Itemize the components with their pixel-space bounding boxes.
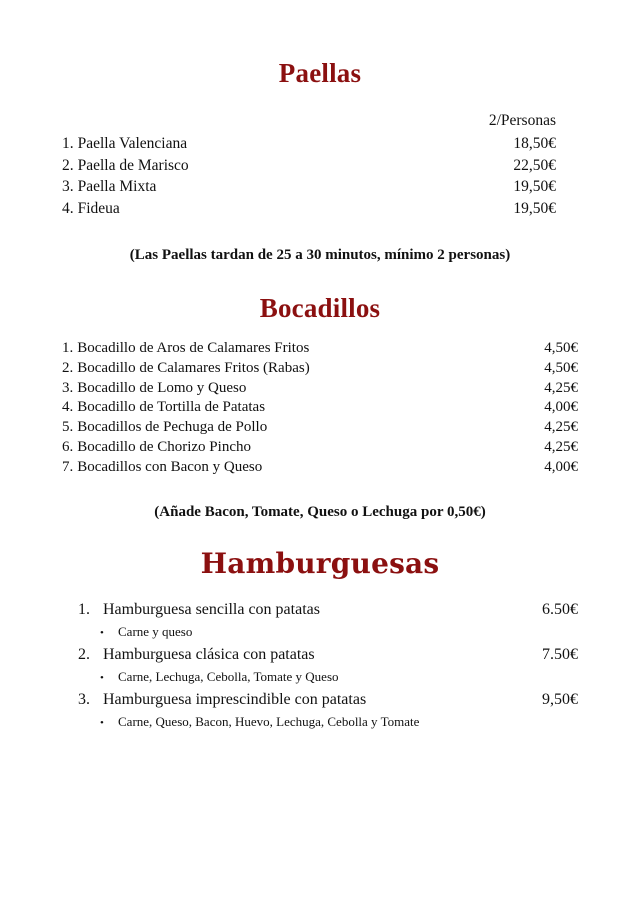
hamburguesas-section [0, 580, 640, 733]
burger-main-row [78, 643, 578, 667]
item-label: Paella de Marisco [77, 156, 189, 174]
paellas-price-column-header: 2/Personas [488, 112, 556, 129]
item-number: 5. [62, 419, 74, 436]
item-price: 4,50€ [544, 340, 578, 356]
item-label: Bocadillo de Lomo y Queso [77, 379, 247, 396]
item-number: 3. [62, 379, 74, 396]
item-price: 19,50€ [513, 178, 556, 195]
item-ingredients: Carne, Queso, Bacon, Huevo, Lechuga, Cebolla y Tomate [118, 713, 420, 729]
list-item [62, 339, 578, 359]
list-item [78, 598, 578, 643]
list-item [62, 458, 578, 478]
burger-main-row [78, 688, 578, 712]
paellas-section [0, 88, 640, 219]
burger-main-row [78, 598, 578, 622]
item-label: Bocadillos de Pechuga de Pollo [77, 419, 268, 436]
item-label: Paella Valenciana [77, 135, 188, 152]
bullet-icon: • [100, 716, 104, 729]
item-price: 4,25€ [544, 438, 578, 455]
paellas-note: (Las Paellas tardan de 25 a 30 minutos, mínimo 2 personas) [129, 247, 511, 263]
item-number: 1. [62, 135, 74, 152]
item-number: 1. [78, 600, 90, 618]
item-price: 4,50€ [544, 359, 578, 376]
item-price: 4,25€ [544, 419, 578, 436]
list-item [62, 379, 578, 399]
list-item [62, 418, 578, 438]
item-price: 9,50€ [542, 690, 578, 708]
burger-ingredients-row [78, 667, 578, 688]
list-item [62, 155, 556, 177]
list-item [62, 198, 556, 220]
bullet-icon: • [100, 671, 104, 684]
item-label: Bocadillos con Bacon y Queso [77, 458, 263, 475]
item-number: 2. [62, 156, 74, 174]
item-label: Hamburguesa clásica con patatas [103, 645, 315, 663]
item-label: Bocadillo de Aros de Calamares Fritos [77, 340, 310, 356]
burger-ingredients-row [78, 712, 578, 733]
item-number: 2. [62, 359, 74, 376]
item-number: 1. [62, 340, 74, 356]
section-heading-bocadillos: Bocadillos [259, 293, 381, 323]
item-price: 18,50€ [513, 135, 556, 152]
bullet-icon: • [100, 626, 104, 639]
item-price: 4,00€ [544, 399, 578, 416]
item-label: Hamburguesa imprescindible con patatas [103, 690, 367, 708]
item-label: Bocadillo de Chorizo Pincho [77, 438, 251, 455]
burger-ingredients-row [78, 622, 578, 643]
bocadillos-list [62, 339, 578, 478]
list-item [78, 643, 578, 688]
item-label: Paella Mixta [77, 178, 157, 195]
item-label: Hamburguesa sencilla con patatas [103, 600, 320, 618]
item-number: 4. [62, 399, 74, 416]
list-item [62, 176, 556, 198]
bocadillos-section [0, 323, 640, 478]
item-price: 4,00€ [544, 458, 578, 475]
item-price: 7.50€ [542, 645, 578, 663]
item-number: 3. [62, 178, 74, 195]
list-item [62, 438, 578, 458]
item-label: Bocadillo de Calamares Fritos (Rabas) [77, 359, 310, 376]
list-item [78, 688, 578, 733]
section-heading-paellas: Paellas [278, 58, 362, 88]
item-label: Bocadillo de Tortilla de Patatas [77, 399, 266, 416]
item-number: 7. [62, 458, 74, 475]
paellas-list [62, 133, 556, 219]
item-number: 6. [62, 438, 74, 455]
list-item [62, 398, 578, 418]
item-ingredients: Carne y queso [118, 623, 193, 639]
item-price: 19,50€ [513, 199, 556, 217]
item-number: 2. [78, 645, 90, 663]
item-number: 3. [78, 690, 90, 708]
item-price: 4,25€ [544, 379, 578, 396]
section-heading-hamburguesas: Hamburguesas [200, 546, 440, 580]
item-label: Fideua [77, 199, 120, 217]
bocadillos-note: (Añade Bacon, Tomate, Queso o Lechuga por 0,50€) [154, 503, 486, 520]
list-item [62, 359, 578, 379]
item-number: 4. [62, 199, 74, 217]
hamburguesas-list [78, 598, 578, 733]
item-ingredients: Carne, Lechuga, Cebolla, Tomate y Queso [118, 668, 339, 684]
list-item [62, 133, 556, 155]
item-price: 22,50€ [513, 156, 556, 174]
item-price: 6.50€ [542, 600, 578, 618]
